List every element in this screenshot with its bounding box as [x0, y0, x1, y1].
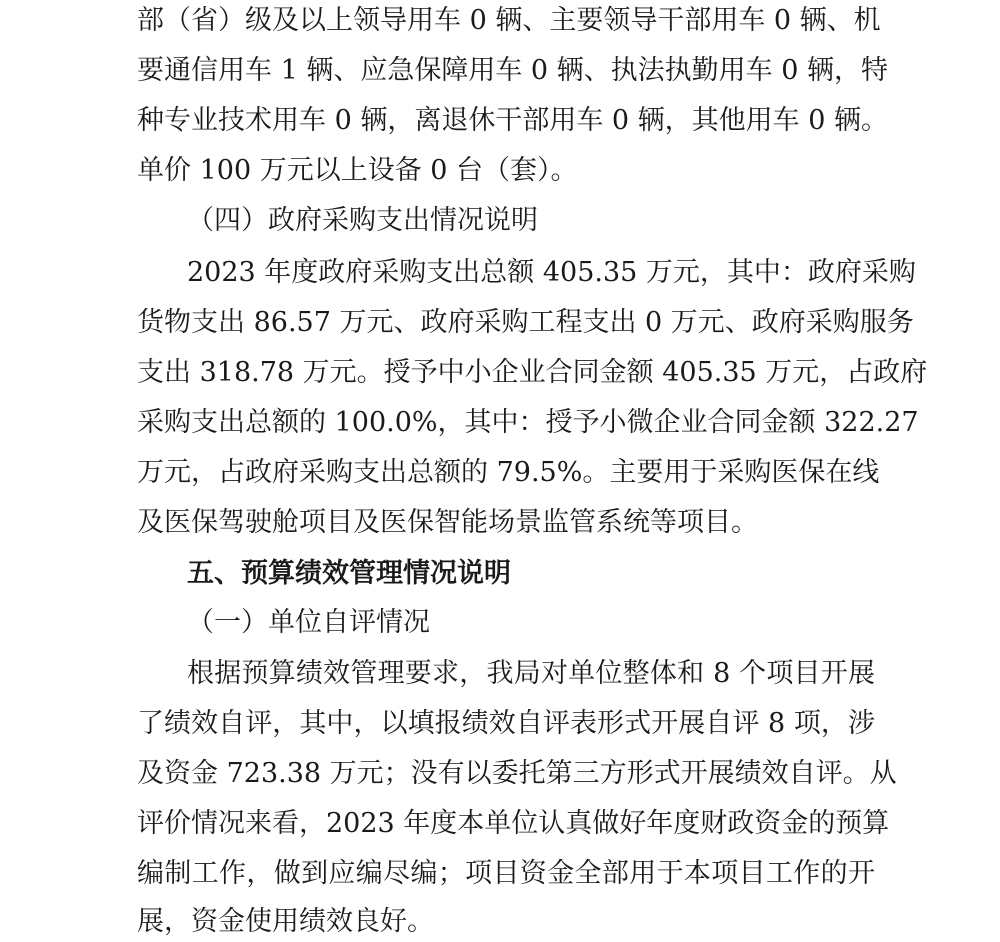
vehicles-line-1: 部（省）级及以上领导用车 0 辆、主要领导干部用车 0 辆、机	[137, 5, 881, 36]
procurement-line-1: 2023 年度政府采购支出总额 405.35 万元，其中：政府采购	[187, 257, 916, 288]
self-eval-line-3: 及资金 723.38 万元；没有以委托第三方形式开展绩效自评。从	[137, 758, 897, 789]
procurement-line-6: 及医保驾驶舱项目及医保智能场景监管系统等项目。	[137, 507, 758, 538]
heading-self-eval: （一）单位自评情况	[187, 607, 430, 638]
heading-procurement: （四）政府采购支出情况说明	[187, 205, 538, 236]
heading-performance: 五、预算绩效管理情况说明	[187, 558, 511, 589]
vehicles-line-3: 种专业技术用车 0 辆，离退休干部用车 0 辆，其他用车 0 辆。	[137, 105, 889, 136]
vehicles-line-2: 要通信用车 1 辆、应急保障用车 0 辆、执法执勤用车 0 辆，特	[137, 55, 889, 86]
vehicles-line-4: 单价 100 万元以上设备 0 台（套）。	[137, 155, 578, 186]
procurement-line-3: 支出 318.78 万元。授予中小企业合同金额 405.35 万元，占政府	[137, 357, 928, 388]
procurement-line-2: 货物支出 86.57 万元、政府采购工程支出 0 万元、政府采购服务	[137, 307, 914, 338]
self-eval-line-4: 评价情况来看，2023 年度本单位认真做好年度财政资金的预算	[137, 808, 890, 839]
self-eval-line-1: 根据预算绩效管理要求，我局对单位整体和 8 个项目开展	[187, 658, 875, 689]
self-eval-line-6: 展，资金使用绩效良好。	[137, 906, 434, 937]
self-eval-line-2: 了绩效自评，其中，以填报绩效自评表形式开展自评 8 项，涉	[137, 708, 875, 739]
procurement-line-4: 采购支出总额的 100.0%，其中：授予小微企业合同金额 322.27	[137, 407, 919, 438]
procurement-line-5: 万元，占政府采购支出总额的 79.5%。主要用于采购医保在线	[137, 457, 880, 488]
self-eval-line-5: 编制工作，做到应编尽编；项目资金全部用于本项目工作的开	[137, 858, 875, 889]
